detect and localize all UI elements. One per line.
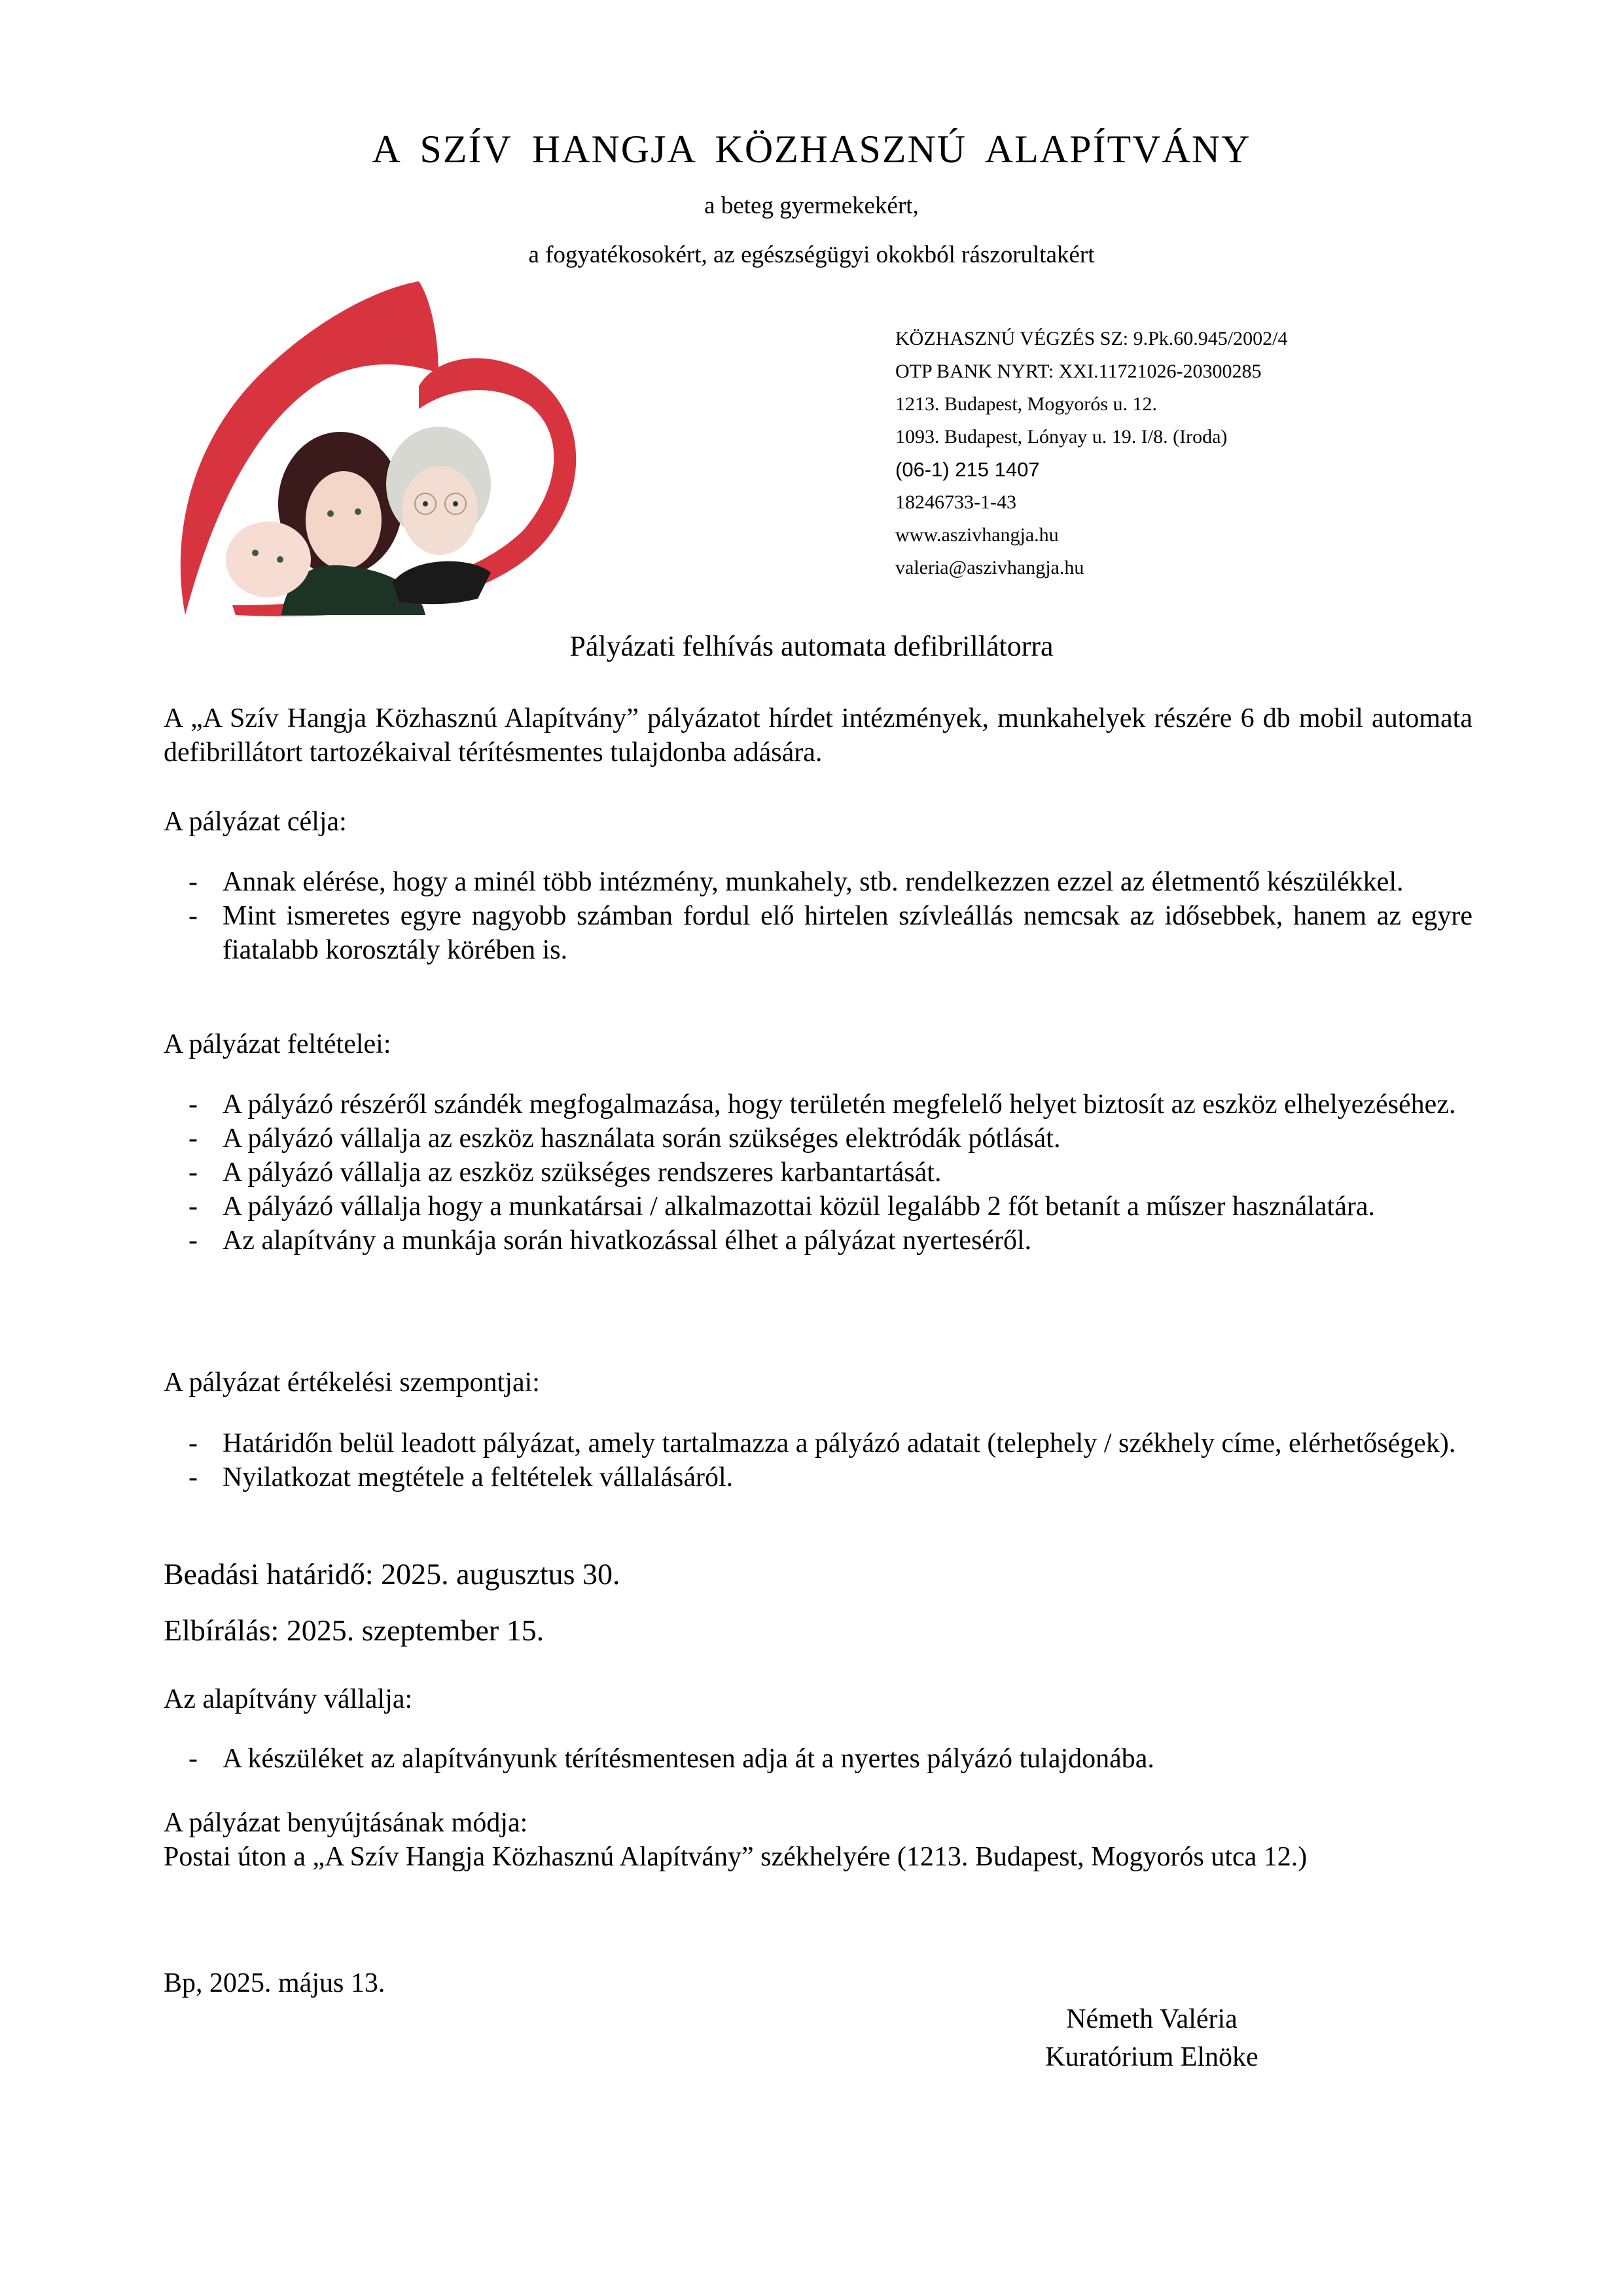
dash-bullet-icon: - (188, 1089, 198, 1120)
organization-subtitle-1: a beteg gyermekekért, (704, 192, 919, 219)
dash-bullet-icon: - (188, 1226, 198, 1256)
dash-bullet-icon: - (188, 1123, 198, 1154)
list-item: - Határidőn belül leadott pályázat, amely tartalmazza a pályázó adatait (telephely / székhely címe, elérhetőségek). (164, 1426, 1472, 1460)
list-item: - Nyilatkozat megtétele a feltételek vállalásáról. (164, 1460, 1472, 1494)
address-headquarters: 1213. Budapest, Mogyorós u. 12. (895, 393, 1157, 415)
evaluation-date: Elbírálás: 2025. szeptember 15. (164, 1614, 544, 1647)
bank-account: OTP BANK NYRT: XXI.11721026-20300285 (895, 361, 1262, 382)
heart-family-logo-icon (164, 275, 596, 628)
list-item: - A pályázó vállalja hogy a munkatársai / alkalmazottai közül legalább 2 főt betanít a műszer használatára. (164, 1190, 1472, 1224)
phone-number: (06-1) 215 1407 (895, 458, 1040, 481)
conditions-list (164, 1087, 1472, 1258)
registration-number: KÖZHASZNÚ VÉGZÉS SZ: 9.Pk.60.945/2002/4 (895, 328, 1288, 349)
list-item: - Annak elérése, hogy a minél több intézmény, munkahely, stb. rendelkezzen ezzel az életmentő készülékkel. (164, 865, 1472, 899)
organization-title: A SZÍV HANGJA KÖZHASZNÚ ALAPÍTVÁNY (372, 128, 1251, 171)
notice-title: Pályázati felhívás automata defibrillátorra (569, 630, 1054, 662)
evaluation-list (164, 1426, 1472, 1494)
goal-heading: A pályázat célja: (164, 807, 347, 837)
list-item: - Az alapítvány a munkája során hivatkozással élhet a pályázat nyerteséről. (164, 1224, 1472, 1258)
evaluation-heading: A pályázat értékelési szempontjai: (164, 1368, 540, 1398)
dash-bullet-icon: - (188, 1157, 198, 1188)
family-photo (226, 427, 491, 615)
list-item: - Mint ismeretes egyre nagyobb számban fordul elő hirtelen szívleállás nemcsak az idősebbek, hanem az egyre fiatalabb korosztály körében is. (164, 899, 1472, 967)
goal-list (164, 865, 1472, 967)
dash-bullet-icon: - (188, 1744, 198, 1774)
dash-bullet-icon: - (188, 1192, 198, 1222)
dash-bullet-icon: - (188, 901, 198, 931)
intro-paragraph: A „A Szív Hangja Közhasznú Alapítvány” pályázatot hírdet intézmények, munkahelyek részére 6 db mobil automata defibrillátort tartozékaival térítésmentes tulajdonba adására. (164, 703, 1472, 768)
organization-subtitle-2: a fogyatékosokért, az egészségügyi okokból rászorultakért (528, 241, 1095, 268)
email-link[interactable]: valeria@aszivhangja.hu (895, 557, 1084, 578)
place-and-date: Bp, 2025. május 13. (164, 1968, 385, 1998)
foundation-heading: Az alapítvány vállalja: (164, 1684, 413, 1714)
signer-name: Németh Valéria (1066, 2004, 1238, 2034)
submission-text: Postai úton a „A Szív Hangja Közhasznú Alapítvány” székhelyére (1213. Budapest, Mogyorós utca 12.) (164, 1842, 1308, 1872)
conditions-heading: A pályázat feltételei: (164, 1029, 391, 1059)
list-item: - A pályázó részéről szándék megfogalmazása, hogy területén megfelelő helyet biztosít az eszköz elhelyezéséhez. (164, 1087, 1472, 1122)
dash-bullet-icon: - (188, 1428, 198, 1458)
foundation-list (164, 1742, 1472, 1776)
signer-title: Kuratórium Elnöke (1045, 2042, 1258, 2072)
dash-bullet-icon: - (188, 1462, 198, 1492)
list-item: - A készüléket az alapítványunk térítésmentesen adja át a nyertes pályázó tulajdonába. (164, 1742, 1472, 1776)
dash-bullet-icon: - (188, 867, 198, 897)
list-item: - A pályázó vállalja az eszköz használata során szükséges elektródák pótlását. (164, 1122, 1472, 1156)
submission-deadline: Beadási határidő: 2025. augusztus 30. (164, 1557, 620, 1591)
submission-heading: A pályázat benyújtásának módja: (164, 1808, 528, 1838)
contact-info-block (895, 323, 1287, 584)
address-office: 1093. Budapest, Lónyay u. 19. I/8. (Iroda) (895, 426, 1228, 448)
tax-number: 18246733-1-43 (895, 491, 1016, 513)
website-link[interactable]: www.aszivhangja.hu (895, 524, 1059, 546)
list-item: - A pályázó vállalja az eszköz szükséges rendszeres karbantartását. (164, 1156, 1472, 1190)
